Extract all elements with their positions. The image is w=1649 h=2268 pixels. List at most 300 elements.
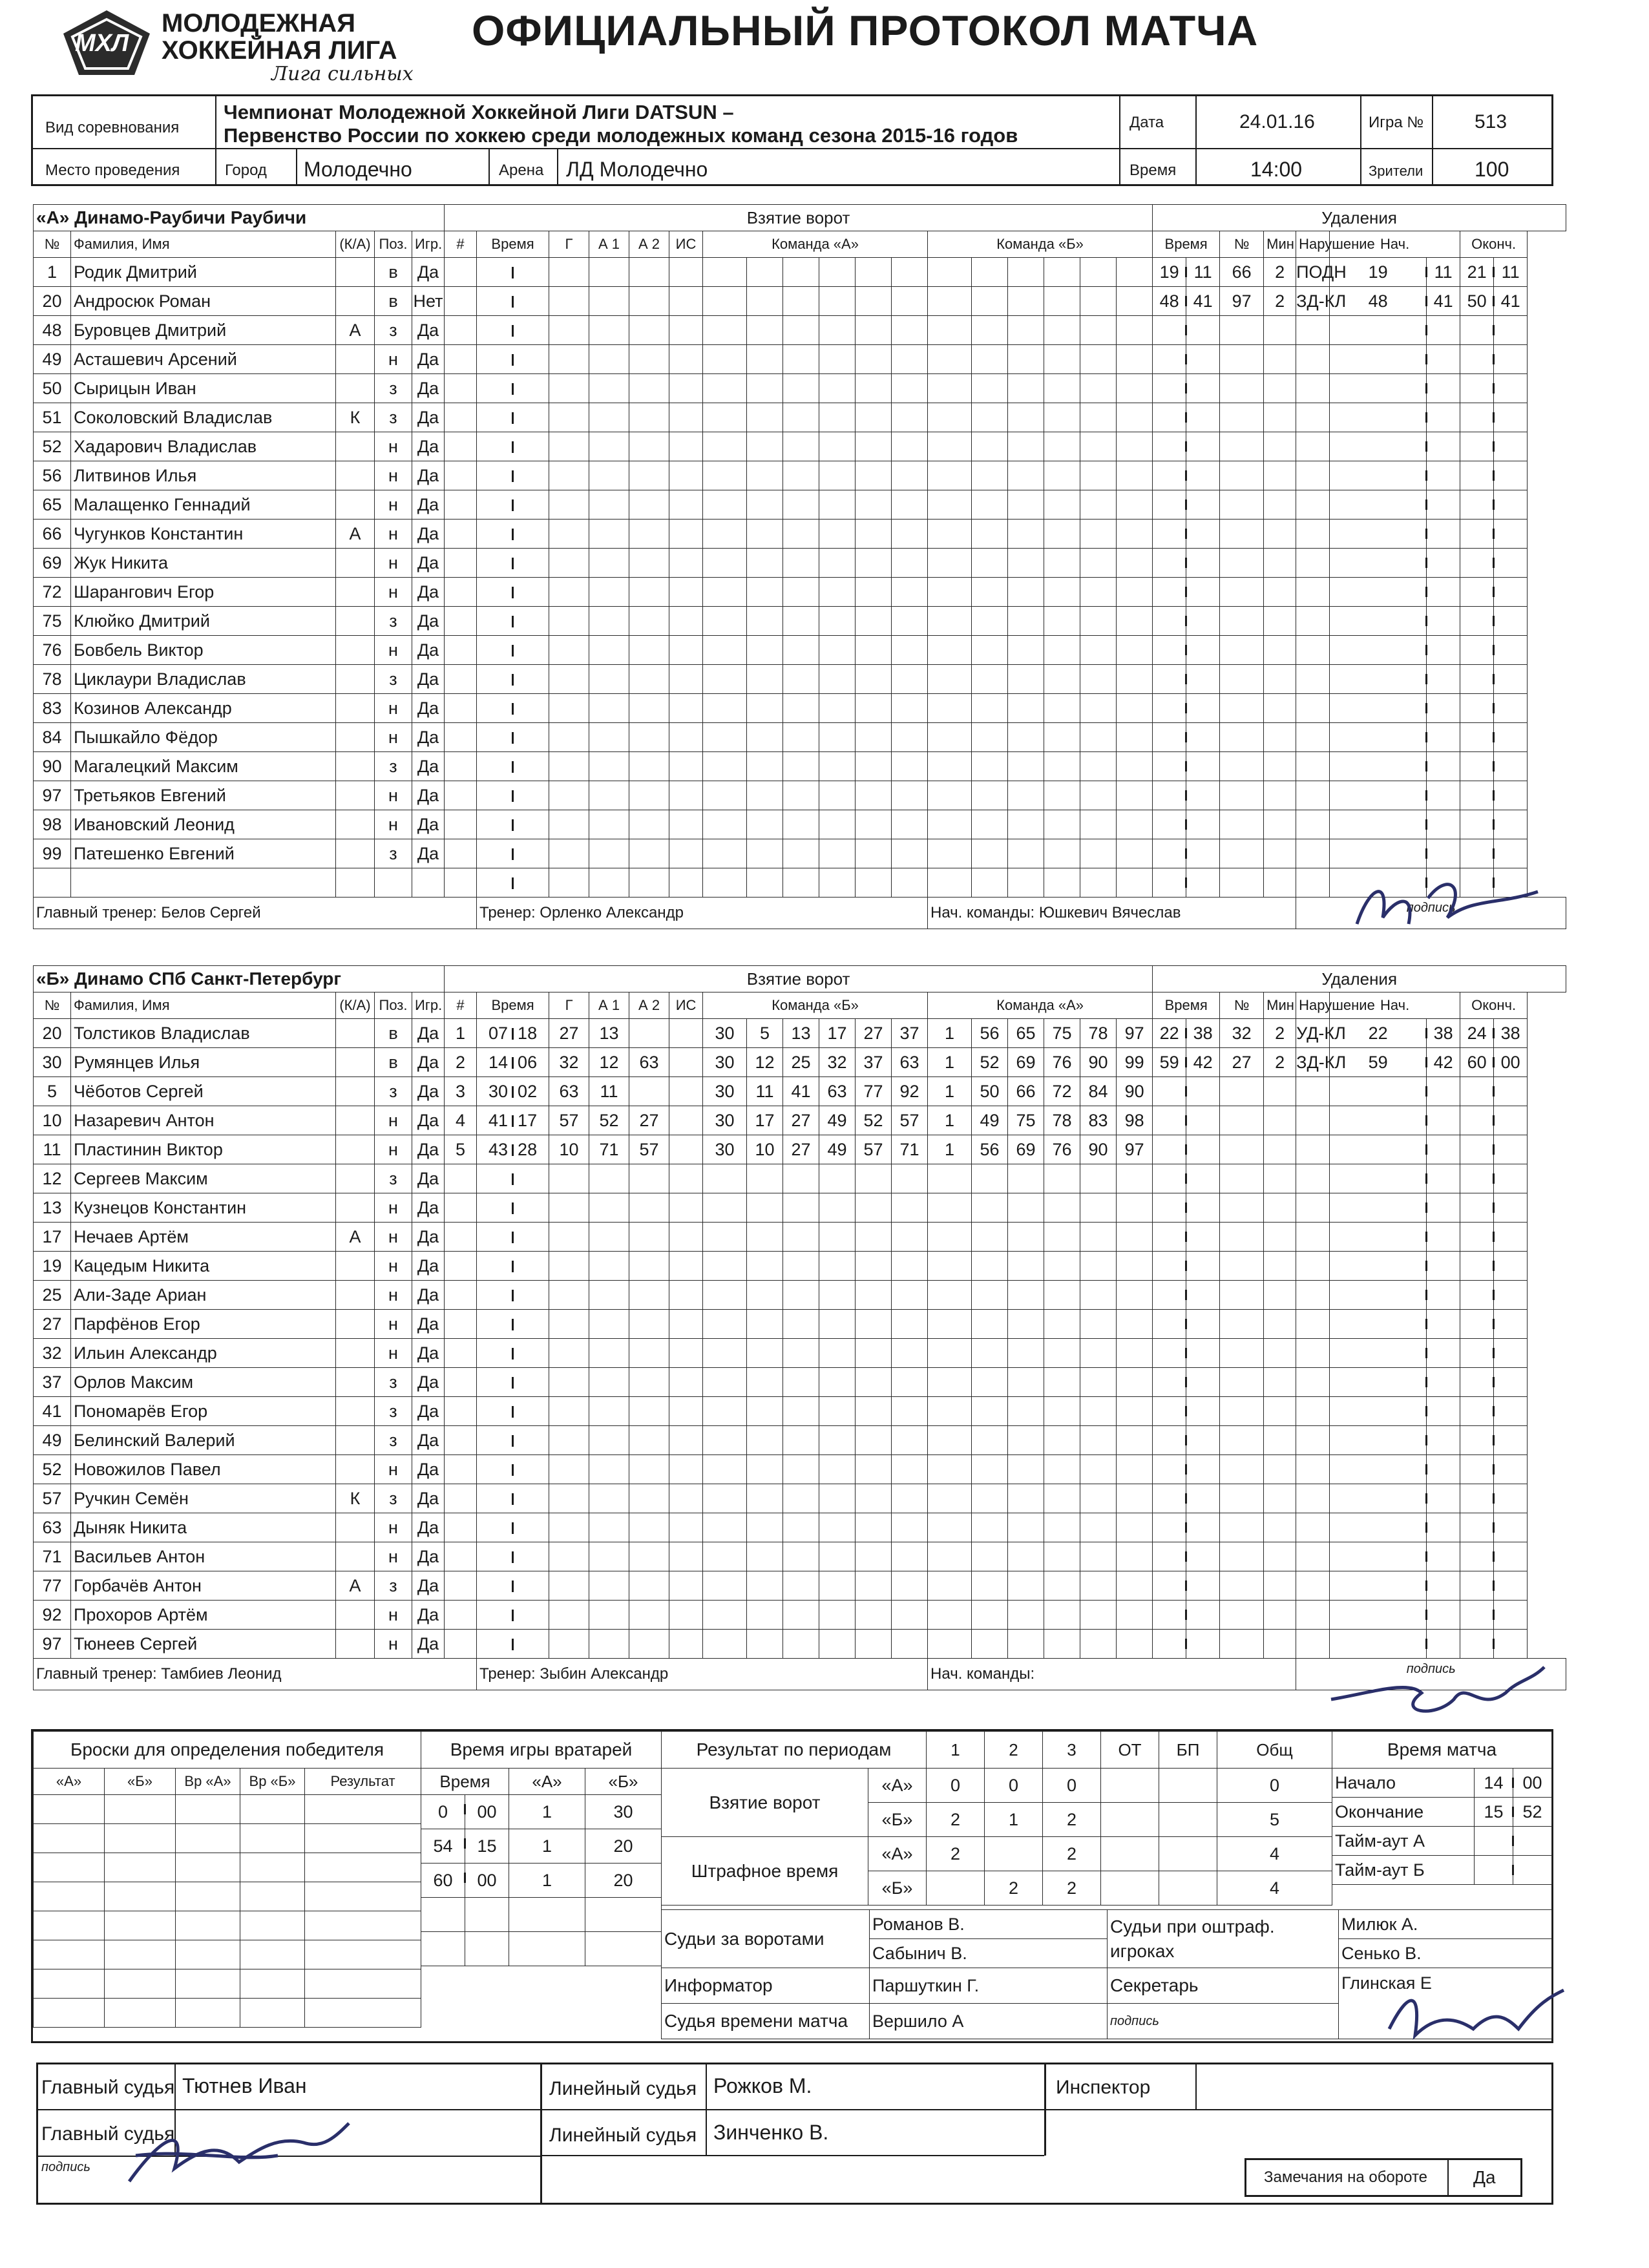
team_b-player-row: [34, 1019, 1566, 1048]
penalty-player: 32: [1220, 1019, 1264, 1048]
goalie-a: 1: [509, 1864, 585, 1898]
player-number: 49: [34, 345, 71, 374]
player-played: Да: [412, 374, 445, 403]
team_b-player-row: [34, 1484, 1566, 1513]
player-played: Да: [412, 1397, 445, 1426]
team_b-col-opp: Команда «А»: [928, 992, 1153, 1019]
player-name: Сергеев Максим: [74, 1168, 208, 1188]
goal-time: [477, 1106, 549, 1135]
goal-situation: [669, 1077, 703, 1106]
goal-opp-player: 1: [928, 1019, 972, 1048]
player-name-cell: [71, 1019, 336, 1048]
remarks-value: Да: [1473, 2167, 1496, 2187]
player-role: [336, 1310, 375, 1339]
team_b-col-p-end: Оконч.: [1460, 992, 1528, 1019]
player-name: Буровцев Дмитрий: [74, 320, 227, 340]
goal-opp-player: 1: [928, 1106, 972, 1135]
goalie-time-min: 60: [421, 1864, 465, 1898]
player-number: 63: [34, 1513, 71, 1542]
goal-time-min: 07: [488, 1023, 509, 1043]
goal-number: 2: [445, 1048, 477, 1077]
goal-opp-player: 78: [1044, 1106, 1080, 1135]
team_a-player-row: [34, 694, 1566, 723]
player-role: [336, 1339, 375, 1368]
player-name: Пономарёв Егор: [74, 1401, 208, 1421]
goalie-time-title: Время игры вратарей: [421, 1732, 662, 1769]
goal-time-sec: 28: [518, 1139, 538, 1159]
goal-number: 3: [445, 1077, 477, 1106]
goalie-time-min: 54: [421, 1829, 465, 1864]
player-name-cell: [71, 316, 336, 345]
player-name-cell: [71, 752, 336, 781]
team_b-goals-title: Взятие ворот: [445, 966, 1153, 992]
arena-value: ЛД Молодечно: [566, 158, 708, 181]
player-name-cell: [71, 1339, 336, 1368]
player-number: 71: [34, 1542, 71, 1571]
player-role: [336, 665, 375, 694]
player-played: Да: [412, 1048, 445, 1077]
player-number: 76: [34, 636, 71, 665]
game-number-value: 513: [1475, 111, 1507, 132]
player-position: н: [375, 432, 412, 461]
match-end-sec: 52: [1513, 1798, 1552, 1827]
player-position: н: [375, 1455, 412, 1484]
team_a-head-coach: Главный тренер: Белов Сергей: [34, 898, 477, 929]
goal-situation: [669, 1048, 703, 1077]
period-results-table: [661, 1731, 1332, 1906]
player-played: Да: [412, 723, 445, 752]
player-role: [336, 287, 375, 316]
shootout-col-result: Результат: [305, 1769, 421, 1795]
player-name-cell: [71, 1601, 336, 1630]
player-played: Да: [412, 490, 445, 520]
player-number: 97: [34, 1630, 71, 1659]
team_a-player-row: [34, 723, 1566, 752]
player-name: Литвинов Илья: [74, 465, 197, 485]
team_a-pen-title: Удаления: [1153, 205, 1566, 231]
team_a-player-row: [34, 810, 1566, 839]
penalty-minutes: 2: [1264, 287, 1296, 316]
goal-scorer: 63: [549, 1077, 589, 1106]
informer-value: Паршуткин Г.: [870, 1968, 1108, 2004]
penalty-time-sec: 41: [1186, 287, 1220, 316]
goal-opp-player: 84: [1080, 1077, 1117, 1106]
goal-assist-2: [629, 1077, 669, 1106]
player-position: в: [375, 287, 412, 316]
goal-own-player: 30: [703, 1048, 747, 1077]
penalty-minutes: 2: [1264, 258, 1296, 287]
team_b-player-row: [34, 1339, 1566, 1368]
goal-assist-1: 12: [589, 1048, 629, 1077]
team_a-col-p-start: Нач.: [1330, 231, 1460, 258]
player-name-cell: [71, 665, 336, 694]
player-name-cell: [71, 1513, 336, 1542]
goal-judge-1: Романов В.: [870, 1910, 1108, 1939]
team_a-player-row: [34, 345, 1566, 374]
player-name: Прохоров Артём: [74, 1604, 208, 1624]
penalty-end-sec: 00: [1494, 1048, 1528, 1077]
head-referee-label-1: Главный судья: [41, 2077, 175, 2098]
player-number: 11: [34, 1135, 71, 1164]
penalty-end-min: 21: [1460, 258, 1494, 287]
player-position: н: [375, 1106, 412, 1135]
goal-own-player: 12: [747, 1048, 783, 1077]
goalie-a: 1: [509, 1795, 585, 1829]
goal-time-min: 14: [488, 1052, 509, 1072]
league-logo: [58, 8, 155, 79]
player-name-cell: [71, 1630, 336, 1659]
player-name: Чугунков Константин: [74, 523, 244, 543]
player-name-cell: [71, 839, 336, 868]
goalie-row: [421, 1829, 662, 1864]
team_a-player-row: [34, 781, 1566, 810]
player-name: Пластинин Виктор: [74, 1139, 223, 1159]
team_b-coach: Тренер: Зыбин Александр: [477, 1659, 928, 1690]
goal-own-player: 30: [703, 1135, 747, 1164]
period-value: [1101, 1769, 1159, 1803]
player-name: Козинов Александр: [74, 698, 232, 718]
informer-label: Информатор: [662, 1968, 870, 2004]
competition-line1: Чемпионат Молодежной Хоккейной Лиги DATSUN –: [224, 101, 734, 123]
period-value: [1159, 1769, 1217, 1803]
player-role: [336, 1426, 375, 1455]
goal-number: 5: [445, 1135, 477, 1164]
period-col-2: 2: [985, 1732, 1043, 1769]
player-played: Да: [412, 258, 445, 287]
team_b-col-p-num: №: [1220, 992, 1264, 1019]
player-position: н: [375, 1542, 412, 1571]
player-played: Да: [412, 1426, 445, 1455]
player-name-cell: [71, 1106, 336, 1135]
player-position: з: [375, 1077, 412, 1106]
player-role: [336, 1397, 375, 1426]
goal-situation: [669, 1019, 703, 1048]
penalty-start-min: 19: [1330, 258, 1427, 287]
player-position: в: [375, 1048, 412, 1077]
player-played: Да: [412, 1019, 445, 1048]
goal-number: 1: [445, 1019, 477, 1048]
player-position: з: [375, 1426, 412, 1455]
goal-time-sec: 02: [518, 1081, 538, 1101]
goal-time: [477, 1077, 549, 1106]
player-number: 41: [34, 1397, 71, 1426]
player-number: 52: [34, 432, 71, 461]
period-value: [1159, 1803, 1217, 1837]
team_b-col-num: №: [34, 992, 71, 1019]
page-title: ОФИЦИАЛЬНЫЙ ПРОТОКОЛ МАТЧА: [472, 6, 1259, 54]
player-name: Родик Дмитрий: [74, 262, 197, 282]
goal-time-sec: 17: [518, 1110, 538, 1130]
player-role: К: [336, 403, 375, 432]
period-value: 5: [1217, 1803, 1332, 1837]
player-role: А: [336, 316, 375, 345]
signature-team-b: [1318, 1654, 1551, 1732]
league-name-line1: МОЛОДЕЖНАЯ: [162, 9, 355, 37]
player-position: з: [375, 1571, 412, 1601]
team_b-col-is: ИС: [669, 992, 703, 1019]
player-name: Шарангович Егор: [74, 582, 215, 602]
match-start-min: 14: [1475, 1769, 1513, 1798]
penalty-judge-1: Милюк А.: [1339, 1910, 1552, 1939]
signature-team-a: [1344, 859, 1551, 937]
goal-opp-player: 66: [1008, 1077, 1044, 1106]
goalie-time-sec: 15: [465, 1829, 509, 1864]
team_a-table: [33, 204, 1566, 929]
player-position: н: [375, 490, 412, 520]
team_a-col-p-min: Мин: [1264, 231, 1296, 258]
player-number: 32: [34, 1339, 71, 1368]
goalie-row: [421, 1795, 662, 1829]
period-value: 2: [1043, 1871, 1101, 1906]
player-role: [336, 1135, 375, 1164]
player-position: н: [375, 781, 412, 810]
period-value: 2: [985, 1871, 1043, 1906]
player-name: Новожилов Павел: [74, 1459, 221, 1479]
goalie-time-table: [421, 1731, 662, 1966]
team_b-col-p-inf: Нарушение: [1296, 992, 1330, 1019]
player-role: [336, 345, 375, 374]
player-played: Да: [412, 1484, 445, 1513]
player-name-cell: [71, 432, 336, 461]
player-name-cell: [71, 374, 336, 403]
player-position: н: [375, 461, 412, 490]
player-name-cell: [71, 1077, 336, 1106]
officials-sign-label: подпись: [1108, 2004, 1339, 2039]
team_a-col-played: Игр.: [412, 231, 445, 258]
shootout-title: Броски для определения победителя: [34, 1732, 421, 1769]
team_b-col-g: Г: [549, 992, 589, 1019]
player-name-cell: [71, 607, 336, 636]
goal-opp-player: 1: [928, 1077, 972, 1106]
player-number: 77: [34, 1571, 71, 1601]
player-name-cell: [71, 1310, 336, 1339]
signature-head-referee: [110, 2110, 355, 2194]
goal-own-player: 30: [703, 1019, 747, 1048]
player-name: Сырицын Иван: [74, 378, 196, 398]
team_b-player-row: [34, 1048, 1566, 1077]
period-col-1: 1: [927, 1732, 985, 1769]
period-value: [1159, 1837, 1217, 1871]
team_a-col-p-inf: Нарушение: [1296, 231, 1330, 258]
team_b-player-row: [34, 1426, 1566, 1455]
team_b-player-row: [34, 1542, 1566, 1571]
goal-own-player: 49: [819, 1135, 856, 1164]
team_a-player-row: [34, 461, 1566, 490]
player-number: 56: [34, 461, 71, 490]
goal-time-sec: 18: [518, 1023, 538, 1043]
goal-opp-player: 97: [1117, 1019, 1153, 1048]
player-played: Да: [412, 1601, 445, 1630]
player-number: 52: [34, 1455, 71, 1484]
player-role: [336, 1513, 375, 1542]
signature-secretary: [1376, 1977, 1570, 2048]
player-number: 27: [34, 1310, 71, 1339]
goalie-col-time: Время: [421, 1769, 509, 1795]
player-played: Да: [412, 432, 445, 461]
player-played: Да: [412, 1455, 445, 1484]
player-position: з: [375, 839, 412, 868]
player-position: н: [375, 345, 412, 374]
team_b-player-row: [34, 1571, 1566, 1601]
player-number: 72: [34, 578, 71, 607]
period-team: «Б»: [868, 1803, 927, 1837]
period-value: [1101, 1871, 1159, 1906]
penalty-minutes: 2: [1264, 1048, 1296, 1077]
goalie-time-sec: 00: [465, 1864, 509, 1898]
player-name: Малащенко Геннадий: [74, 494, 251, 514]
penalty-start-sec: 41: [1427, 287, 1460, 316]
player-played: Да: [412, 549, 445, 578]
player-role: [336, 1455, 375, 1484]
goal-opp-player: 75: [1044, 1019, 1080, 1048]
competition-label: Вид соревнования: [45, 119, 180, 136]
period-value: 0: [985, 1769, 1043, 1803]
goal-judges-label: Судьи за воротами: [662, 1910, 870, 1968]
secretary-value: Глинская Е: [1339, 1968, 1552, 2039]
player-role: А: [336, 1223, 375, 1252]
player-played: Да: [412, 345, 445, 374]
penalty-time-min: 19: [1153, 258, 1186, 287]
player-name: Горбачёв Антон: [74, 1575, 202, 1595]
match-time-title: Время матча: [1332, 1732, 1552, 1769]
secretary-label: Секретарь: [1108, 1968, 1339, 2004]
player-played: Да: [412, 520, 445, 549]
goal-own-player: 52: [856, 1106, 892, 1135]
player-number: 50: [34, 374, 71, 403]
period-value: 0: [1217, 1769, 1332, 1803]
player-name: Андросюк Роман: [74, 291, 211, 311]
linesman-label-2: Линейный судья: [549, 2125, 697, 2146]
goal-opp-player: 76: [1044, 1135, 1080, 1164]
penalty-player: 66: [1220, 258, 1264, 287]
goal-opp-player: 56: [972, 1135, 1008, 1164]
player-played: Да: [412, 1164, 445, 1193]
player-position: н: [375, 1339, 412, 1368]
player-played: Да: [412, 1135, 445, 1164]
player-position: н: [375, 1193, 412, 1223]
penalty-end-min: 60: [1460, 1048, 1494, 1077]
venue-label: Место проведения: [45, 162, 180, 179]
player-position: з: [375, 1368, 412, 1397]
date-label: Дата: [1129, 114, 1164, 131]
player-role: [336, 1048, 375, 1077]
head-referee-1: Тютнев Иван: [182, 2074, 307, 2097]
player-name: Кацедым Никита: [74, 1255, 210, 1276]
player-role: [336, 374, 375, 403]
team_b-player-row: [34, 1281, 1566, 1310]
goal-opp-player: 90: [1117, 1077, 1153, 1106]
goalie-a: 1: [509, 1829, 585, 1864]
team_b-player-row: [34, 1252, 1566, 1281]
player-number: 75: [34, 607, 71, 636]
remarks-label: Замечания на обороте: [1264, 2168, 1428, 2186]
team_a-title: «А» Динамо-Раубичи Раубичи: [34, 205, 445, 231]
team_b-player-row: [34, 1513, 1566, 1542]
team_b-col-g-num: #: [445, 992, 477, 1019]
player-name: Третьяков Евгений: [74, 785, 226, 805]
player-name: Назаревич Антон: [74, 1110, 215, 1130]
goal-time: [477, 1019, 549, 1048]
timeout-a-label: Тайм-аут А: [1332, 1827, 1475, 1856]
team_a-col-g-num: #: [445, 231, 477, 258]
penalty-judge-2: Сенько В.: [1339, 1939, 1552, 1968]
team_b-player-row: [34, 1397, 1566, 1426]
team_a-col-ka: (К/А): [336, 231, 375, 258]
player-name: Нечаев Артём: [74, 1226, 189, 1246]
player-number: 1: [34, 258, 71, 287]
player-name: Ручкин Семён: [74, 1488, 189, 1508]
player-number: 10: [34, 1106, 71, 1135]
time-label: Время: [1129, 162, 1177, 179]
player-played: Да: [412, 1368, 445, 1397]
team_b-player-row: [34, 1135, 1566, 1164]
player-role: [336, 549, 375, 578]
goal-opp-player: 75: [1008, 1106, 1044, 1135]
player-played: Да: [412, 403, 445, 432]
player-role: [336, 432, 375, 461]
player-position: з: [375, 403, 412, 432]
goal-opp-player: 99: [1117, 1048, 1153, 1077]
goal-own-player: 37: [856, 1048, 892, 1077]
player-played: Да: [412, 665, 445, 694]
player-name-cell: [71, 1542, 336, 1571]
player-played: Да: [412, 810, 445, 839]
goal-assist-1: 71: [589, 1135, 629, 1164]
player-name-cell: [71, 1368, 336, 1397]
player-position: з: [375, 374, 412, 403]
player-position: н: [375, 694, 412, 723]
period-value: 4: [1217, 1837, 1332, 1871]
goal-own-player: 57: [892, 1106, 928, 1135]
player-name: Румянцев Илья: [74, 1052, 200, 1072]
team_a-goals-title: Взятие ворот: [445, 205, 1153, 231]
goal-opp-player: 1: [928, 1135, 972, 1164]
player-name-cell: [71, 810, 336, 839]
goal-own-player: 57: [856, 1135, 892, 1164]
game-number-label: Игра №: [1369, 114, 1424, 131]
player-position: н: [375, 1281, 412, 1310]
player-played: Да: [412, 1077, 445, 1106]
period-value: 1: [985, 1803, 1043, 1837]
player-role: [336, 1281, 375, 1310]
player-position: з: [375, 665, 412, 694]
team_a-col-p-end: Оконч.: [1460, 231, 1528, 258]
player-name: Пышкайло Фёдор: [74, 727, 218, 747]
period-value: 0: [1043, 1769, 1101, 1803]
goal-opp-player: 98: [1117, 1106, 1153, 1135]
goalie-row: [421, 1864, 662, 1898]
player-number: 78: [34, 665, 71, 694]
player-number: 49: [34, 1426, 71, 1455]
player-role: [336, 1019, 375, 1048]
shootout-col-a: «А»: [34, 1769, 105, 1795]
goal-scorer: 10: [549, 1135, 589, 1164]
player-name: Хадарович Владислав: [74, 436, 257, 456]
period-results-title: Результат по периодам: [662, 1732, 927, 1769]
player-role: [336, 839, 375, 868]
goal-assist-1: 13: [589, 1019, 629, 1048]
team_a-col-g: Г: [549, 231, 589, 258]
team_a-player-row: [34, 868, 1566, 898]
player-played: Да: [412, 1281, 445, 1310]
player-played: Да: [412, 1193, 445, 1223]
penalty-start-min: 48: [1330, 287, 1427, 316]
goalie-b: 20: [585, 1829, 662, 1864]
team_b-head-coach: Главный тренер: Тамбиев Леонид: [34, 1659, 477, 1690]
penalty-start-sec: 42: [1427, 1048, 1460, 1077]
player-position: н: [375, 549, 412, 578]
penalty-time-min: 22: [1153, 1019, 1186, 1048]
